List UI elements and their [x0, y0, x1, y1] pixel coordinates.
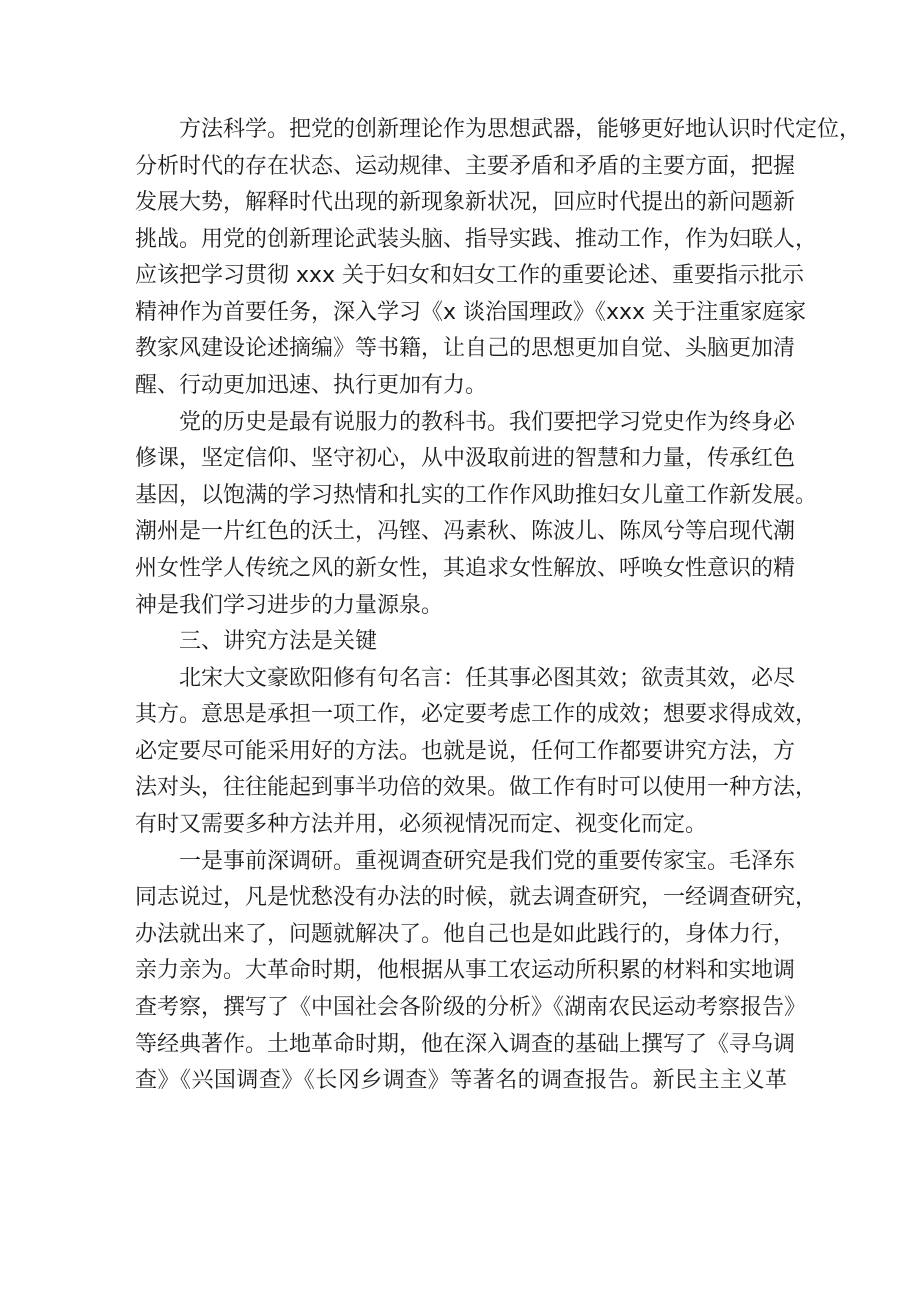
paragraph-line: 必定要尽可能采用好的方法。也就是说，任何工作都要讲究方法，方	[135, 738, 796, 764]
section-heading: 三、讲究方法是关键	[179, 629, 378, 655]
paragraph-line: 北宋大文豪欧阳修有句名言：任其事必图其效；欲责其效，必尽	[179, 665, 796, 691]
paragraph-line: 教家风建设论述摘编》等书籍，让自己的思想更加自觉、头脑更加清	[135, 336, 796, 362]
paragraph-line: 法对头，往往能起到事半功倍的效果。做工作有时可以使用一种方法，	[135, 775, 818, 801]
paragraph-line: 修课，坚定信仰、坚守初心，从中汲取前进的智慧和力量，传承红色	[135, 446, 796, 472]
paragraph-line: 分析时代的存在状态、运动规律、主要矛盾和矛盾的主要方面，把握	[135, 153, 796, 179]
paragraph-line: 基因，以饱满的学习热情和扎实的工作作风助推妇女儿童工作新发展。	[135, 482, 818, 508]
paragraph-line: 查》《兴国调查》《长冈乡调查》等著名的调查报告。新民主主义革	[135, 1068, 787, 1094]
paragraph-line: 亲力亲为。大革命时期，他根据从事工农运动所积累的材料和实地调	[135, 958, 796, 984]
paragraph-line: 应该把学习贯彻 xxx 关于妇女和妇女工作的重要论述、重要指示批示	[135, 263, 805, 289]
paragraph-line: 同志说过，凡是忧愁没有办法的时候，就去调查研究，一经调查研究，	[135, 885, 818, 911]
paragraph-line: 办法就出来了，问题就解决了。他自己也是如此践行的，身体力行，	[135, 921, 796, 947]
paragraph-line: 挑战。用党的创新理论武装头脑、指导实践、推动工作，作为妇联人，	[135, 226, 818, 252]
paragraph-line: 查考察，撰写了《中国社会各阶级的分析》《湖南农民运动考察报告》	[135, 994, 807, 1020]
paragraph-line: 精神作为首要任务，深入学习《x 谈治国理政》《xxx 关于注重家庭家	[135, 299, 807, 325]
paragraph-line: 神是我们学习进步的力量源泉。	[135, 592, 444, 618]
paragraph-line: 党的历史是最有说服力的教科书。我们要把学习党史作为终身必	[179, 409, 796, 435]
paragraph-line: 一是事前深调研。重视调查研究是我们党的重要传家宝。毛泽东	[179, 848, 796, 874]
paragraph-line: 潮州是一片红色的沃土，冯铿、冯素秋、陈波儿、陈凤兮等启现代潮	[135, 519, 796, 545]
paragraph-line: 醒、行动更加迅速、执行更加有力。	[135, 373, 488, 399]
paragraph-line: 有时又需要多种方法并用，必须视情况而定、视变化而定。	[135, 812, 708, 838]
paragraph-line: 其方。意思是承担一项工作，必定要考虑工作的成效；想要求得成效，	[135, 702, 818, 728]
paragraph-line: 州女性学人传统之风的新女性，其追求女性解放、呼唤女性意识的精	[135, 555, 796, 581]
paragraph-line: 方法科学。把党的创新理论作为思想武器，能够更好地认识时代定位，	[179, 117, 862, 142]
paragraph-line: 等经典著作。土地革命时期，他在深入调查的基础上撰写了《寻乌调	[135, 1031, 796, 1057]
paragraph-line: 发展大势，解释时代出现的新现象新状况，回应时代提出的新问题新	[135, 190, 796, 216]
